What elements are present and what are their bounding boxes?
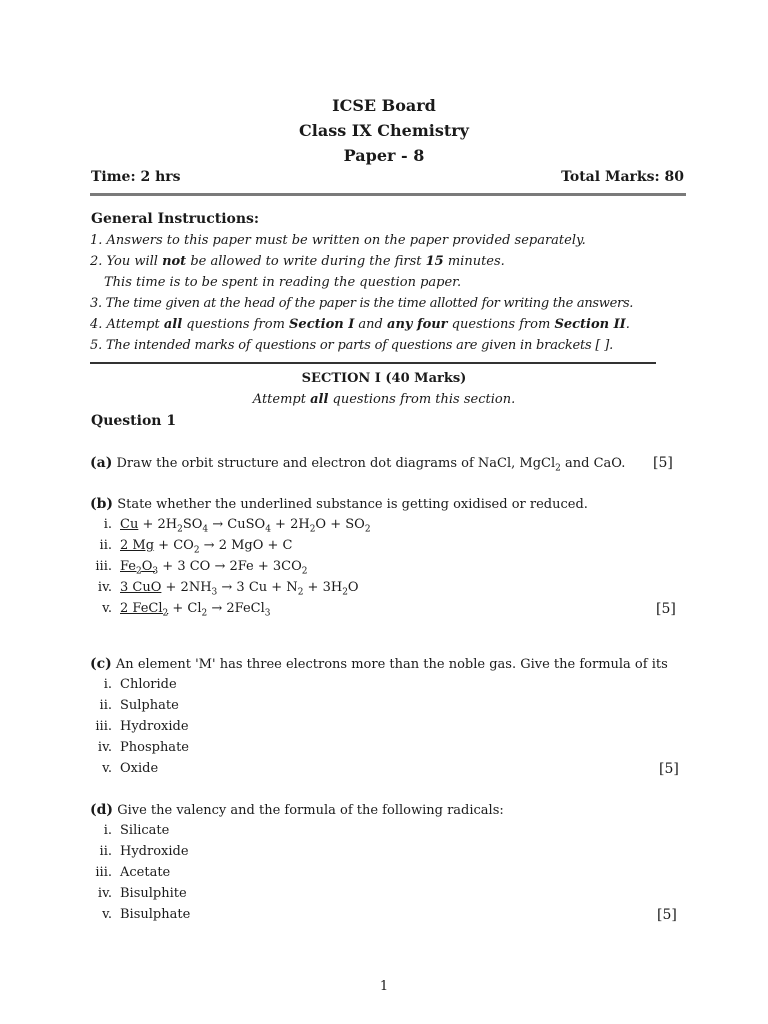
q1c-item: ii. Sulphate (99, 698, 179, 713)
q1d-marks: [5] (657, 907, 677, 923)
q1b-equation-2: ii. 2 $Mg + CO_2 \to 2$ MgO + C (99, 538, 293, 556)
instruction-5: 5. The intended marks of questions or parts of questions are given in brackets [ ]. (90, 338, 614, 353)
instruction-2: 2. You will not be allowed to write during the first 15 minutes. (90, 254, 505, 269)
q1c-text: (c) An element 'M' has three electrons more than the noble gas. Give the formula of its (90, 656, 668, 672)
board-title: ICSE Board (332, 96, 436, 115)
q1d-item: i. Silicate (103, 823, 170, 838)
q1d-item: v. Bisulphate (102, 907, 191, 922)
q1b-equation-3: iii. $Fe_2O_3 + 3$ CO → $2Fe + 3CO_2$ (95, 559, 308, 577)
q1c-marks: [5] (659, 761, 679, 777)
instruction-1: 1. Answers to this paper must be written on the paper provided separately. (90, 233, 586, 248)
section-subheading: Attempt all questions from this section. (252, 392, 516, 407)
total-marks-label: Total Marks: 80 (561, 169, 684, 185)
q1c-item: v. Oxide (102, 761, 159, 776)
q1a-marks: [5] (653, 455, 673, 471)
paper-title: Paper - 8 (343, 146, 425, 165)
instruction-2-continued: This time is to be spent in reading the question paper. (104, 275, 462, 290)
question-1-title: Question 1 (91, 413, 177, 429)
q1c-item: iv. Phosphate (97, 740, 189, 755)
q1d-text: (d) Give the valency and the formula of the following radicals: (90, 802, 504, 818)
q1b-equation-4: iv. 3 CuO + $2NH_3 \to 3$ $Cu + N_2 + 3H_2O$ (97, 580, 359, 598)
section-heading: SECTION I (40 Marks) (301, 371, 467, 386)
header-rule (90, 193, 686, 196)
q1b-text: (b) State whether the underlined substance is getting oxidised or reduced. (90, 496, 588, 512)
instruction-3: 3. The time given at the head of the paper is the time allotted for writing the answers. (90, 296, 634, 311)
q1c-item: i. Chloride (103, 677, 177, 692)
page-number: 1 (379, 979, 389, 994)
q1a-text: (a) Draw the orbit structure and electron dot diagrams of NaCl, MgCl$_2$ and CaO. (90, 455, 626, 474)
q1b-equation-1: i. $Cu + 2H_2SO_4$ → CuSO$_4$ + $2H_2O + SO_2$ (103, 517, 371, 535)
q1c-item: iii. Hydroxide (95, 719, 189, 734)
q1b-equation-5: v. 2 FeCl$_2$ + $Cl_2$ → 2FeCl$_3$ (102, 601, 271, 619)
class-title: Class IX Chemistry (299, 121, 469, 140)
instructions-heading: General Instructions: (91, 211, 260, 227)
instruction-4: 4. Attempt all questions from Section I and any four questions from Section II. (90, 317, 630, 332)
section-rule (90, 362, 656, 364)
q1d-item: iii. Acetate (95, 865, 171, 880)
q1d-item: ii. Hydroxide (99, 844, 189, 859)
q1b-marks: [5] (656, 601, 676, 617)
time-label: Time: 2 hrs (91, 169, 181, 185)
q1d-item: iv. Bisulphite (97, 886, 187, 901)
